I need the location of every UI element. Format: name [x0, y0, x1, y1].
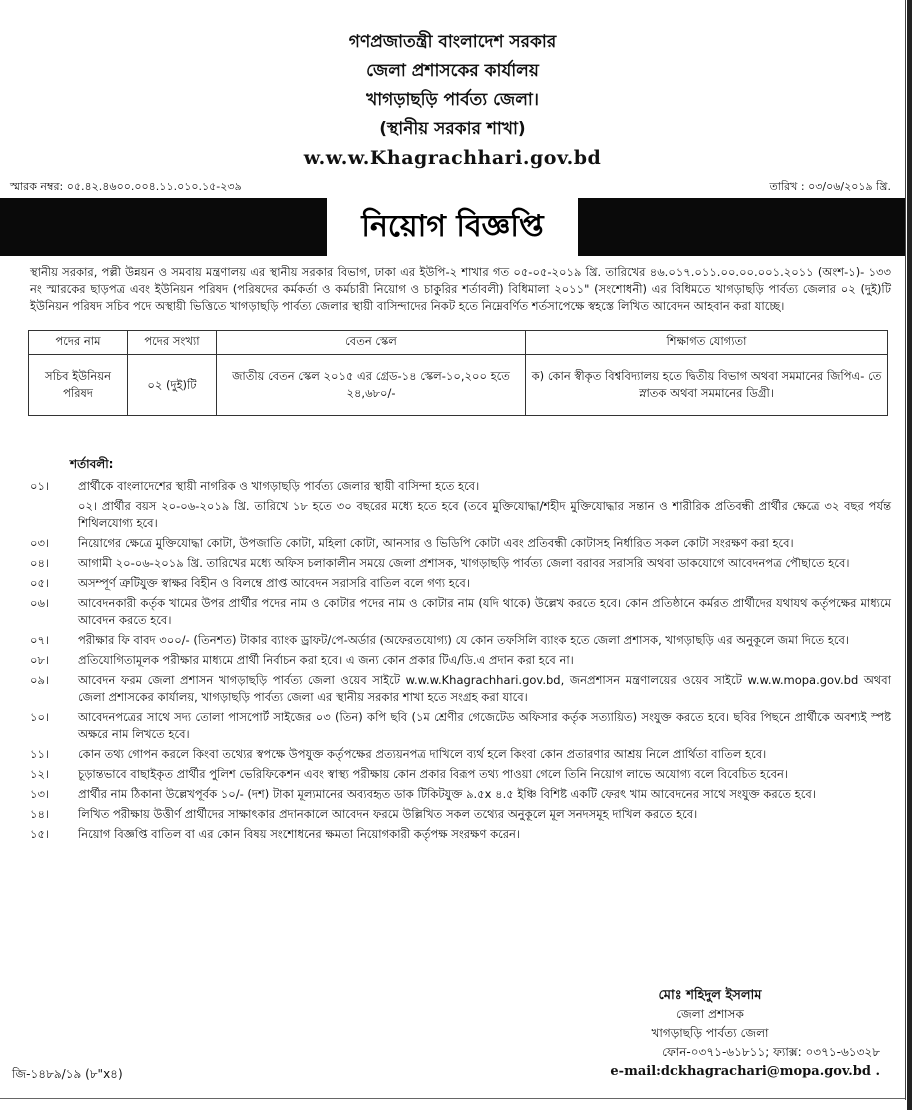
contact-email[interactable]: e-mail:dckhagrachari@mopa.gov.bd .: [610, 1064, 880, 1079]
list-item: ০১। প্রার্থীকে বাংলাদেশের স্থায়ী নাগরিক ও খাগড়াছড়ি পার্বত্য জেলার স্থায়ী বাসিন্দা হতে হবে।: [30, 479, 480, 493]
table-row: [29, 355, 888, 416]
list-item: ০৮। প্রতিযোগিতামূলক পরীক্ষার মাধ্যমে প্রার্থী নির্বাচন করা হবে। এ জন্য কোন প্রকার টিএ/ডি.এ প্রদান করা হবে না।: [30, 653, 574, 667]
col-post: পদের নাম: [29, 331, 128, 355]
list-item: ১০। আবেদনপত্রের সাথে সদ্য তোলা পাসপোর্ট সাইজের ০৩ (তিন) কপি ছবি (১ম শ্রেণীর গেজেটেড অফিসার কর্তৃক সত্যায়িত) সংযুক্ত করতে হবে। ছবির পিছনে প্রার্থীকে অবশ্যই স্পষ্ট অক্ষরে নাম লিখতে হবে।: [30, 710, 891, 741]
page-edge-strip: [907, 0, 912, 1110]
list-item: ০৩। নিয়োগের ক্ষেত্রে মুক্তিযোদ্ধা কোটা, উপজাতি কোটা, মহিলা কোটা, আনসার ও ভিডিপি কোটা এবং প্রতিবন্ধী কোটাসহ নির্ধারিত সকল কোটা সংরক্ষণ করা হবে।: [30, 536, 794, 550]
section-name: (স্থানীয় সরকার শাখা): [379, 119, 526, 139]
signatory-name: মোঃ শহিদুল ইসলাম: [658, 988, 762, 1003]
letterhead: [0, 0, 905, 172]
conditions-list: [30, 478, 891, 846]
ad-code: জি-১৪৮৯/১৯ (৮"x৪): [12, 1067, 123, 1081]
govt-name: গণপ্রজাতন্ত্রী বাংলাদেশ সরকার: [348, 32, 557, 52]
list-item: ১৫। নিয়োগ বিজ্ঞপ্তি বাতিল বা এর কোন বিষয় সংশোধনের ক্ষমতা নিয়োগকারী কর্তৃপক্ষ সংরক্ষণ করেন।: [30, 827, 521, 841]
signature-block: [540, 986, 880, 1081]
list-item: ০৬। আবেদনকারী কর্তৃক খামের উপর প্রার্থীর পদের নাম ও কোটার পদের নাম ও কোটার নাম (যদি থাকে) উল্লেখ করতে হবে। কোন প্রতিষ্ঠানে কর্মরত প্রার্থীদের যথাযথ কর্তৃপক্ষের মাধ্যমে আবেদন করতে হবে।: [30, 596, 891, 627]
list-item: ১১। কোন তথ্য গোপন করলে কিংবা তথ্যের স্বপক্ষে উপযুক্ত কর্তৃপক্ষের প্রত্যয়নপত্র দাখিলে ব্যর্থ হলে কিংবা কোন প্রতারণার আশ্রয় নিলে প্রার্থিতা বাতিল হবে।: [30, 747, 767, 761]
list-item: ০৪। আগামী ২০-০৬-২০১৯ খ্রি. তারিখের মধ্যে অফিস চলাকালীন সময়ে জেলা প্রশাসক, খাগড়াছড়ি পার্বত্য জেলা বরাবর সরাসরি অথবা ডাকযোগে আবেদনপত্র পৌছাতে হবে।: [30, 556, 850, 570]
table-header-row: [29, 331, 888, 355]
intro-paragraph: স্থানীয় সরকার, পল্লী উন্নয়ন ও সমবায় মন্ত্রণালয় এর স্থানীয় সরকার বিভাগ, ঢাকা এর ইউপি-২ শাখার গত ০৫-০৫-২০১৯ খ্রি. তারিখের ৪৬.০১৭.০১১.০০.০০.০০১.২০১১ (অংশ-১)- ১৩৩ নং স্মারকের ছাড়পত্র এবং ইউনিয়ন পরিষদ (পরিষদের কর্মকর্তা ও কর্মচারী নিয়োগ ও চাকুরির শর্তাবলী) বিধিমালা ২০১১" (সংশোধনী) এর বিধিমতে খাগড়াছড়ি পার্বত্য জেলার ০২ (দুই)টি ইউনিয়ন পরিষদ সচিব পদে অস্থায়ী ভিত্তিতে খাগড়াছড়ি পার্বত্য জেলার স্থায়ী বাসিন্দাদের নিকট হতে নিম্নেবর্ণিত শর্তসাপেক্ষে স্বহস্তে লিখিত আবেদন আহবান করা যাচ্ছে।: [30, 265, 891, 313]
list-item: ১৩। প্রার্থীর নাম ঠিকানা উল্লেখপূর্বক ১০/- (দশ) টাকা মূল্যমানের অব্যবহৃত ডাক টিকিটযুক্ত ৯.৫x ৪.৫ ইঞ্চি বিশিষ্ট একটি ফেরৎ খাম আবেদনের সাথে সংযুক্ত করতে হবে।: [30, 787, 816, 801]
title-banner: [0, 198, 905, 256]
list-item: ০২। প্রার্থীর বয়স ২০-০৬-২০১৯ খ্রি. তারিখে ১৮ হতে ৩০ বছরের মধ্যে হতে হবে (তবে মুক্তিযোদ্ধা/শহীদ মুক্তিযোদ্ধার সন্তান ও শারীরিক প্রতিবন্ধী প্রার্থীর ক্ষেত্রে ৩২ বছর পর্যন্ত শিথিলযোগ্য হবে।: [78, 499, 891, 530]
memo-number: স্মারক নম্বর: ০৫.৪২.৪৬০০.০০৪.১১.০১০.১৫-২৩৯: [10, 180, 242, 193]
district-name: খাগড়াছড়ি পার্বত্য জেলা।: [366, 90, 539, 110]
cell-qualification: ক) কোন স্বীকৃত বিশ্ববিদ্যালয় হতে দ্বিতীয় বিভাগ অথবা সমমানের জিপিএ- তে স্নাতক অথবা সমমানের ডিগ্রী।: [526, 355, 888, 416]
website-link[interactable]: w.w.w.Khagrachhari.gov.bd: [303, 147, 602, 169]
list-item: ১৪। লিখিত পরীক্ষায় উত্তীর্ণ প্রার্থীদের সাক্ষাৎকার প্রদানকালে আবেদন ফরমে উল্লিখিত সকল তথ্যের অনুকূলে মূল সনদসমূহ দাখিল করতে হবে।: [30, 807, 698, 821]
list-item: ০৯। আবেদন ফরম জেলা প্রশাসন খাগড়াছড়ি পার্বত্য জেলা ওয়েব সাইটে w.w.w.Khagrachhari.gov.bd, জনপ্রশাসন মন্ত্রণালয়ের ওয়েব সাইটে w.w.w.mopa.gov.bd অথবা জেলা প্রশাসকের কার্যালয়, খাগড়াছড়ি পার্বত্য জেলা এর স্থানীয় সরকার শাখা হতে সংগ্রহ করা যাবে।: [30, 673, 891, 704]
signatory-district: খাগড়াছড়ি পার্বত্য জেলা: [651, 1026, 769, 1040]
contact-phone: ফোন-০৩৭১-৬১৮১১; ফ্যাক্স: ০৩৭১-৬১৩২৮: [662, 1045, 880, 1059]
page-title: নিয়োগ বিজ্ঞপ্তি: [327, 198, 577, 257]
cell-scale: জাতীয় বেতন স্কেল ২০১৫ এর গ্রেড-১৪ স্কেল-১০,২০০ হতে ২৪,৬৮০/-: [217, 355, 526, 416]
list-item: ০৭। পরীক্ষার ফি বাবদ ৩০০/- (তিনশত) টাকার ব্যাংক ড্রাফট/পে-অর্ডার (অফেরতযোগ্য) যে কোন তফসিলি ব্যাংক হতে জেলা প্রশাসক, খাগড়াছড়ি এর অনুকূলে জমা দিতে হবে।: [30, 633, 849, 647]
conditions-heading: শর্তাবলী:: [70, 457, 114, 471]
bottom-divider: [0, 1098, 905, 1099]
col-qualification: শিক্ষাগত যোগ্যতা: [526, 331, 888, 355]
list-item: ১২। চূড়ান্তভাবে বাছাইকৃত প্রার্থীর পুলিশ ভেরিফিকেশন এবং স্বাস্থ্য পরীক্ষায় কোন প্রকার বিরূপ তথ্য পাওয়া গেলে তিনি নিয়োগ লাভে অযোগ্য বলে বিবেচিত হবেন।: [30, 767, 789, 781]
office-name: জেলা প্রশাসকের কার্যালয়: [366, 61, 539, 81]
list-item: ০৫। অসম্পূর্ণ ত্রুটিযুক্ত স্বাক্ষর বিহীন ও বিলম্বে প্রাপ্ত আবেদন সরাসরি বাতিল বলে গণ্য হবে।: [30, 576, 470, 590]
memo-row: [10, 178, 891, 197]
signatory-designation: জেলা প্রশাসক: [676, 1007, 744, 1021]
memo-date: তারিখ : ০৩/০৬/২০১৯ খ্রি.: [769, 180, 891, 193]
cell-post: সচিব ইউনিয়ন পরিষদ: [29, 355, 128, 416]
vacancy-table: [28, 330, 888, 416]
col-scale: বেতন স্কেল: [217, 331, 526, 355]
col-count: পদের সংখ্যা: [128, 331, 217, 355]
cell-count: ০২ (দুই)টি: [128, 355, 217, 416]
